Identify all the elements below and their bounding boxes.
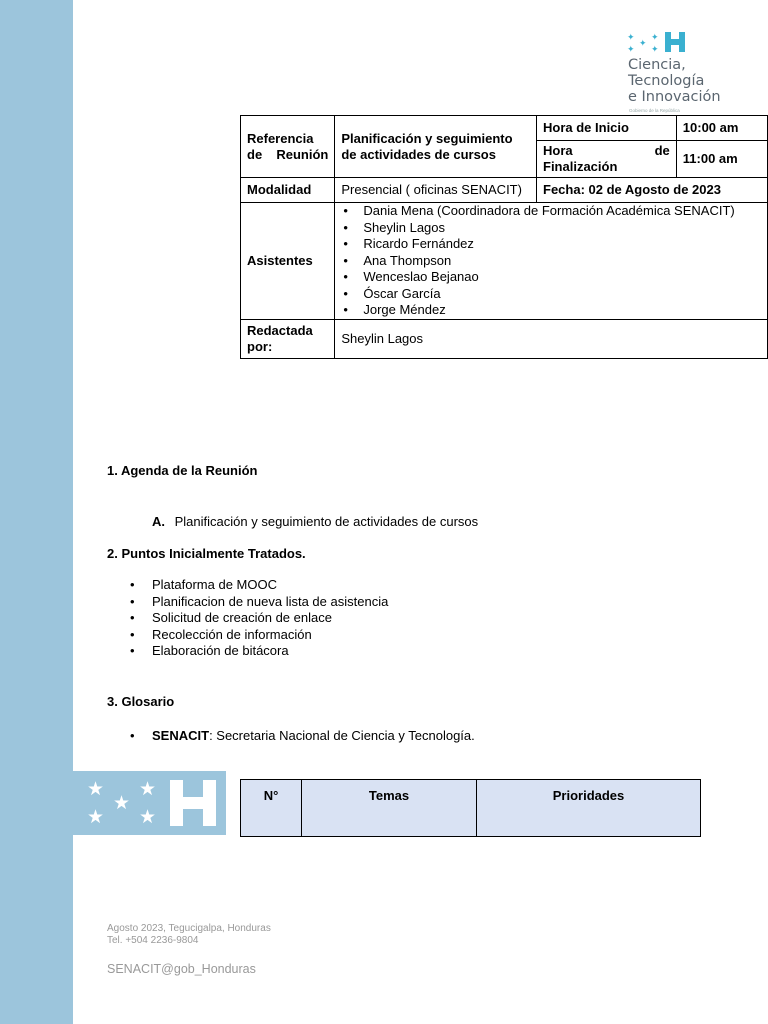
agenda-item-letter: A. bbox=[152, 514, 165, 529]
attendees-list bbox=[341, 203, 761, 319]
section2-heading: 2. Puntos Inicialmente Tratados. bbox=[107, 546, 306, 561]
reference-value: Planificación y seguimiento de actividades de cursos bbox=[335, 116, 537, 178]
attendee-item: • Dania Mena (Coordinadora de Formación Académica SENACIT) bbox=[341, 203, 761, 220]
list-item: • Plataforma de MOOC bbox=[128, 577, 388, 594]
footer-address: Agosto 2023, Tegucigalpa, Honduras bbox=[107, 923, 271, 934]
agenda-item bbox=[152, 514, 478, 529]
glossary-definition: : Secretaria Nacional de Ciencia y Tecnología. bbox=[209, 728, 475, 743]
number-column-header: N° bbox=[241, 780, 302, 837]
list-item: • Solicitud de creación de enlace bbox=[128, 610, 388, 627]
end-time-label-line2: Finalización bbox=[543, 159, 618, 174]
start-time-label: Hora de Inicio bbox=[537, 116, 677, 141]
topics-table bbox=[240, 779, 701, 837]
reference-label: Referencia de Reunión bbox=[247, 130, 329, 162]
footer-social-handle: SENACIT@gob_Honduras bbox=[107, 962, 256, 976]
footer-contact bbox=[107, 923, 271, 947]
reference-label-cell bbox=[241, 116, 335, 178]
meeting-info-table bbox=[240, 115, 768, 359]
attendee-item: • Sheylin Lagos bbox=[341, 220, 761, 237]
topics-treated-list bbox=[128, 577, 388, 660]
list-item: • Recolección de información bbox=[128, 627, 388, 644]
glossary-list bbox=[128, 728, 475, 745]
glossary-item bbox=[128, 728, 475, 745]
priorities-column-header: Prioridades bbox=[477, 780, 701, 837]
end-time-value: 11:00 am bbox=[676, 141, 767, 178]
attendee-item: • Ricardo Fernández bbox=[341, 236, 761, 253]
modality-label: Modalidad bbox=[241, 178, 335, 203]
section1-heading: 1. Agenda de la Reunión bbox=[107, 463, 258, 478]
glossary-term: SENACIT bbox=[152, 728, 210, 743]
list-item: • Planificacion de nueva lista de asistencia bbox=[128, 594, 388, 611]
attendee-item: • Wenceslao Bejanao bbox=[341, 269, 761, 286]
written-by-label: Redactada por: bbox=[241, 319, 335, 358]
logo-h-icon bbox=[665, 32, 685, 52]
left-decorative-bar bbox=[0, 0, 73, 1024]
attendees-label: Asistentes bbox=[241, 203, 335, 320]
attendee-item: • Óscar García bbox=[341, 286, 761, 303]
ministry-logo bbox=[627, 30, 768, 116]
h-emblem bbox=[170, 780, 216, 826]
attendees-cell bbox=[335, 203, 768, 320]
logo-stars-icon: ✦ ✦ ✦ ✦ ✦ bbox=[627, 32, 659, 54]
stars-emblem: ★ ★ ★ ★ ★ bbox=[87, 779, 157, 828]
logo-subtitle: Gobierno de la República bbox=[629, 108, 680, 113]
attendee-item: • Jorge Méndez bbox=[341, 302, 761, 319]
start-time-value: 10:00 am bbox=[676, 116, 767, 141]
written-by-value: Sheylin Lagos bbox=[335, 319, 768, 358]
footer-phone: Tel. +504 2236-9804 bbox=[107, 935, 199, 946]
modality-value: Presencial ( oficinas SENACIT) bbox=[335, 178, 537, 203]
end-time-label bbox=[537, 141, 677, 178]
topics-column-header: Temas bbox=[302, 780, 477, 837]
date-value: Fecha: 02 de Agosto de 2023 bbox=[537, 178, 768, 203]
agenda-item-text: Planificación y seguimiento de actividades de cursos bbox=[174, 514, 479, 529]
end-time-label-line1: Hora de bbox=[543, 143, 670, 158]
section3-heading: 3. Glosario bbox=[107, 694, 175, 709]
list-item: • Elaboración de bitácora bbox=[128, 643, 388, 660]
logo-text: Ciencia, Tecnología e Innovación bbox=[628, 57, 721, 105]
attendee-item: • Ana Thompson bbox=[341, 253, 761, 270]
